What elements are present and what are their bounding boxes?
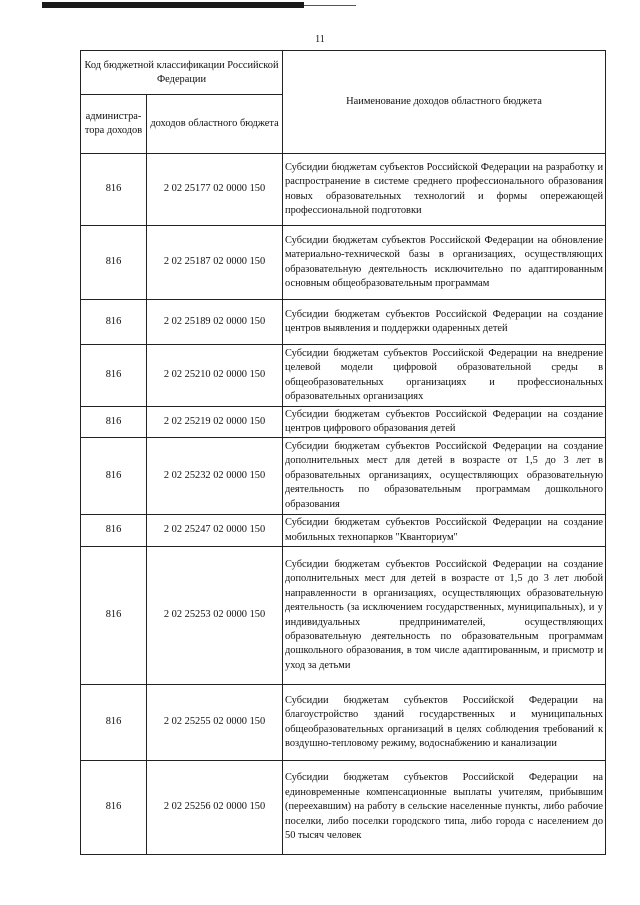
page-number: 11: [315, 34, 325, 45]
table-row: [81, 547, 606, 685]
header-administrator: администра-тора доходов: [81, 95, 147, 154]
revenue-code-cell: 2 02 25247 02 0000 150: [147, 515, 283, 547]
table-row: [81, 300, 606, 345]
revenue-name-cell: Субсидии бюджетам субъектов Российской Федерации на благоустройство зданий государственных и муниципальных общеобразовательных организаций в целях соблюдения требований к воздушно-тепловому режиму, водоснабжению и канализации: [283, 685, 606, 761]
administrator-code-cell: 816: [81, 345, 147, 407]
table-row: [81, 685, 606, 761]
administrator-code-cell: 816: [81, 300, 147, 345]
administrator-code-cell: 816: [81, 515, 147, 547]
header-revenue-name: Наименование доходов областного бюджета: [283, 51, 606, 154]
revenue-name-cell: Субсидии бюджетам субъектов Российской Федерации на создание мобильных технопарков "Кванториум": [283, 515, 606, 547]
revenue-name-cell: Субсидии бюджетам субъектов Российской Федерации на создание дополнительных мест для детей в возрасте от 1,5 до 3 лет в образовательных организациях, осуществляющих образовательную деятельность по образовательным программам дошкольного образования: [283, 438, 606, 515]
table-row: [81, 407, 606, 438]
table-row: [81, 515, 606, 547]
revenue-name-cell: Субсидии бюджетам субъектов Российской Федерации на разработку и распространение в системе среднего профессионального образования новых образовательных технологий и формы опережающей профессиональной подготовки: [283, 154, 606, 226]
revenue-code-cell: 2 02 25253 02 0000 150: [147, 547, 283, 685]
revenue-code-cell: 2 02 25256 02 0000 150: [147, 761, 283, 855]
revenue-code-cell: 2 02 25232 02 0000 150: [147, 438, 283, 515]
administrator-code-cell: 816: [81, 154, 147, 226]
administrator-code-cell: 816: [81, 407, 147, 438]
table-header-row: [81, 51, 606, 95]
table-row: [81, 226, 606, 300]
revenue-name-cell: Субсидии бюджетам субъектов Российской Федерации на создание центров выявления и поддержки одаренных детей: [283, 300, 606, 345]
revenue-name-cell: Субсидии бюджетам субъектов Российской Федерации на создание центров цифрового образования детей: [283, 407, 606, 438]
revenue-code-cell: 2 02 25189 02 0000 150: [147, 300, 283, 345]
revenue-code-cell: 2 02 25177 02 0000 150: [147, 154, 283, 226]
revenue-code-cell: 2 02 25255 02 0000 150: [147, 685, 283, 761]
administrator-code-cell: 816: [81, 226, 147, 300]
administrator-code-cell: 816: [81, 761, 147, 855]
table-row: [81, 154, 606, 226]
table-row: [81, 438, 606, 515]
header-revenue-code: доходов областного бюджета: [147, 95, 283, 154]
table-row: [81, 761, 606, 855]
administrator-code-cell: 816: [81, 547, 147, 685]
scan-edge-mark: [42, 2, 304, 8]
revenue-name-cell: Субсидии бюджетам субъектов Российской Федерации на единовременные компенсационные выплаты учителям, прибывшим (переехавшим) на работу в сельские населенные пункты, либо рабочие поселки, либо поселки городского типа, либо города с населением до 50 тысяч человек: [283, 761, 606, 855]
revenue-name-cell: Субсидии бюджетам субъектов Российской Федерации на внедрение целевой модели цифровой образовательной среды в общеобразовательных организациях и профессиональных образовательных организациях: [283, 345, 606, 407]
revenue-code-cell: 2 02 25210 02 0000 150: [147, 345, 283, 407]
revenue-name-cell: Субсидии бюджетам субъектов Российской Федерации на создание дополнительных мест для детей в возрасте от 1,5 до 3 лет любой направленности в организациях, осуществляющих образовательную деятельность (за исключением государственных, муниципальных), и у индивидуальных предпринимателей, осуществляющих образовательную деятельность по образовательным программам дошкольного образования, в том числе адаптированным, и присмотр и уход за детьми: [283, 547, 606, 685]
revenue-code-cell: 2 02 25187 02 0000 150: [147, 226, 283, 300]
administrator-code-cell: 816: [81, 438, 147, 515]
table-row: [81, 345, 606, 407]
header-budget-classification-code: Код бюджетной классификации Российской Федерации: [81, 51, 283, 95]
revenue-name-cell: Субсидии бюджетам субъектов Российской Федерации на обновление материально-технической базы в организациях, осуществляющих образовательную деятельность исключительно по адаптированным основным общеобразовательным программам: [283, 226, 606, 300]
administrator-code-cell: 816: [81, 685, 147, 761]
revenue-classification-table: [80, 50, 606, 855]
revenue-code-cell: 2 02 25219 02 0000 150: [147, 407, 283, 438]
scan-edge-line: [304, 5, 356, 6]
